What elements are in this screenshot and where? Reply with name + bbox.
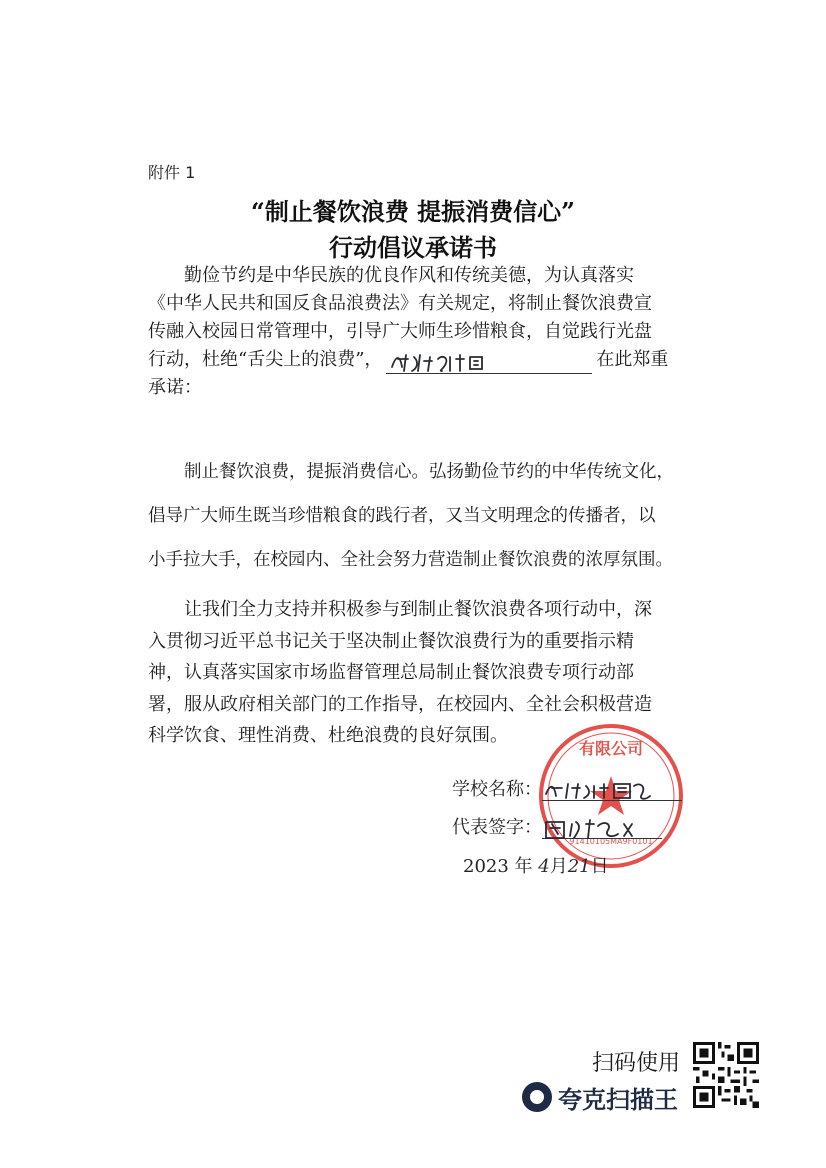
- pledge-paragraph: [148, 450, 696, 582]
- date-year: 2023 年: [463, 856, 533, 877]
- date-day-label: 日: [590, 856, 609, 877]
- representative-signature-line: [542, 816, 662, 839]
- date-row: [463, 852, 609, 878]
- pledge-line: 小手拉大手，在校园内、全社会努力营造制止餐饮浪费的浓厚氛围。: [148, 550, 673, 570]
- school-name-blank: [386, 349, 592, 374]
- school-name-signature-line: [542, 778, 682, 801]
- representative-label: 代表签字：: [452, 817, 542, 838]
- attachment-label: 附件 1: [148, 163, 196, 182]
- pledge-line: 倡导广大师生既当珍惜粮食的践行者，又当文明理念的传播者，以: [148, 506, 656, 526]
- brand-name: 夸克扫描王: [558, 1085, 678, 1114]
- intro-line: [148, 346, 688, 374]
- school-name-label: 学校名称：: [452, 779, 542, 800]
- document-title: “制止餐饮浪费 提振消费信心”: [251, 197, 575, 226]
- call-line: 神，认真落实国家市场监督管理总局制止餐饮浪费专项行动部: [148, 662, 634, 683]
- representative-row: [452, 813, 662, 839]
- document-subtitle: 行动倡议承诺书: [329, 233, 497, 262]
- intro-line-prefix: 行动，杜绝“舌尖上的浪费”，: [148, 349, 383, 370]
- school-name-row: [452, 775, 682, 801]
- call-line: 入贯彻习近平总书记关于坚决制止餐饮浪费行为的重要指示精: [148, 630, 634, 652]
- date-month-label: 月: [549, 856, 568, 877]
- date-month: 4: [538, 856, 550, 877]
- brand-watermark: [522, 1079, 678, 1115]
- date-day: 21: [567, 856, 591, 877]
- seal-digits: 91410105MA9F0101: [569, 837, 653, 846]
- handwritten-representative-signature: [542, 816, 662, 840]
- intro-line: 传融入校园日常管理中，引导广大师生珍惜粮食，自觉践行光盘: [148, 321, 652, 342]
- call-line: 让我们全力支持并积极参与到制止餐饮浪费各项行动中，深: [184, 599, 652, 620]
- seal-text: 有限公司: [578, 739, 644, 758]
- intro-line-suffix: 在此郑重: [596, 349, 669, 370]
- brand-logo-icon: [522, 1082, 552, 1112]
- call-line: 科学饮食、理性消费、杜绝浪费的良好氛围。: [148, 725, 508, 746]
- intro-line: 承诺：: [148, 377, 202, 398]
- handwritten-school-signature: [542, 778, 682, 802]
- intro-line: 勤俭节约是中华民族的优良作风和传统美德，为认真落实: [184, 265, 634, 286]
- handwritten-school-name: [386, 349, 592, 375]
- qr-code-icon[interactable]: [693, 1042, 759, 1108]
- call-line: 署，服从政府相关部门的工作指导，在校园内、全社会积极营造: [148, 693, 652, 715]
- scan-to-use-text: 扫码使用: [592, 1051, 681, 1076]
- intro-paragraph: [148, 262, 688, 402]
- intro-line: 《中华人民共和国反食品浪费法》有关规定，将制止餐饮浪费宣: [148, 293, 652, 314]
- pledge-line: 制止餐饮浪费，提振消费信心。弘扬勤俭节约的中华传统文化，: [184, 462, 674, 482]
